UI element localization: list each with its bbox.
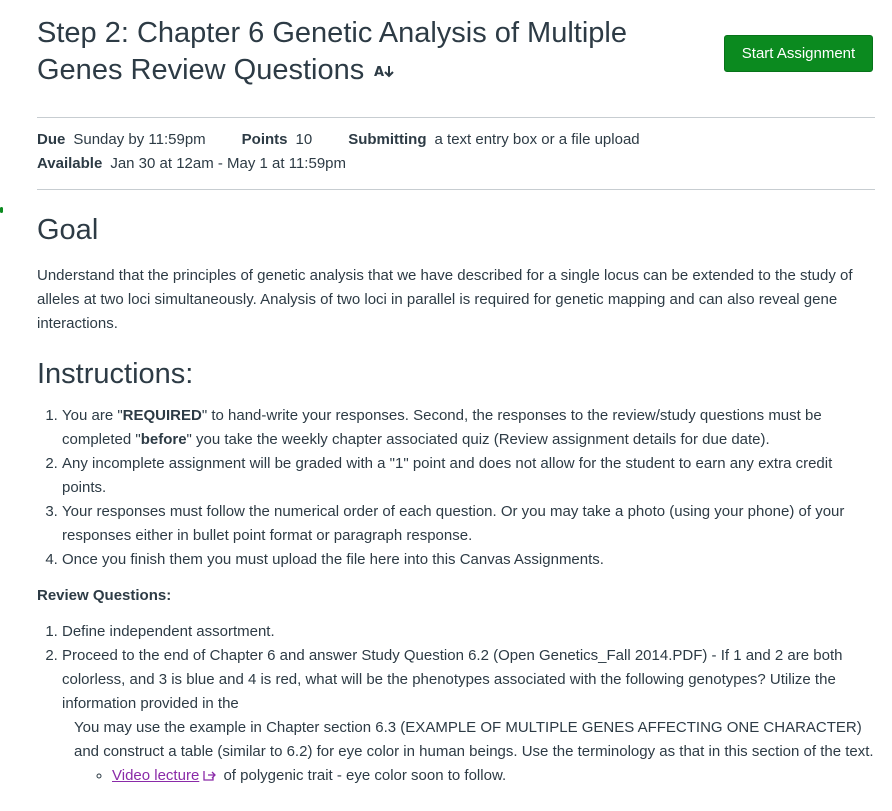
translate-icon[interactable]	[374, 63, 396, 79]
goal-heading: Goal	[37, 214, 99, 246]
instructions-list	[37, 404, 875, 572]
goal-text: Understand that the principles of genetic analysis that we have described for a single locus can be extended to the study of alleles at two loci simultaneously. Analysis of two loci in parallel is required for genetic mapping and can also reveal gene interactions.	[37, 267, 853, 332]
question-note: You may use the example in Chapter section 6.3 (EXAMPLE OF MULTIPLE GENES AFFECTING ONE CHARACTER) and construct a table (similar to 6.2) for eye color in human beings. Use the terminology as that in this section of the text.	[74, 719, 874, 760]
page-title	[37, 15, 677, 89]
due-value: Sunday by 11:59pm	[73, 131, 206, 148]
review-questions-list	[37, 620, 875, 788]
svg-text:A: A	[374, 65, 385, 80]
assignment-details-row-1	[37, 130, 640, 150]
assignment-description	[37, 206, 875, 788]
list-item	[62, 644, 875, 788]
review-questions-heading: Review Questions:	[37, 587, 172, 604]
list-item: 1. Define independent assortment.	[62, 620, 875, 644]
submitting-label: Submitting	[348, 131, 427, 148]
assignment-title: Step 2: Chapter 6 Genetic Analysis of Multiple Genes Review Questions	[37, 17, 627, 86]
list-item: 1. You are "REQUIRED" to hand-write your responses. Second, the responses to the review/study questions must be completed "before" you take the weekly chapter associated quiz (Review assignment details for due date).	[62, 404, 875, 452]
start-assignment-button[interactable]: Start Assignment	[724, 35, 873, 72]
available-label: Available	[37, 155, 103, 172]
submitting-value: a text entry box or a file upload	[434, 131, 640, 148]
points-label: Points	[241, 131, 288, 148]
assignment-details-row-2	[37, 154, 346, 174]
sub-list	[62, 764, 875, 788]
external-link-icon	[203, 769, 217, 781]
points-value: 10	[295, 131, 313, 148]
link-suffix: of polygenic trait - eye color soon to follow.	[219, 767, 507, 784]
list-item: 3. Your responses must follow the numerical order of each question. Or you may take a photo (using your phone) of your responses either in bullet point format or paragraph response.	[62, 500, 875, 548]
list-item: 2. Any incomplete assignment will be graded with a "1" point and does not allow for the student to earn any extra credit points.	[62, 452, 875, 500]
divider	[37, 189, 875, 190]
question-text: Proceed to the end of Chapter 6 and answer Study Question 6.2 (Open Genetics_Fall 2014.PDF) - If 1 and 2 are both colorless, and 3 is blue and 4 is red, what will be the phenotypes associated with the following genotypes? Utilize the information provided in the	[62, 647, 843, 712]
instructions-heading: Instructions:	[37, 358, 194, 390]
focus-marker	[0, 207, 3, 213]
list-item: 4. Once you finish them you must upload the file here into this Canvas Assignments.	[62, 548, 875, 572]
video-lecture-link[interactable]: Video lecture	[112, 767, 200, 784]
list-item	[112, 764, 875, 788]
due-label: Due	[37, 131, 66, 148]
divider	[37, 117, 875, 118]
available-value: Jan 30 at 12am - May 1 at 11:59pm	[110, 155, 346, 172]
